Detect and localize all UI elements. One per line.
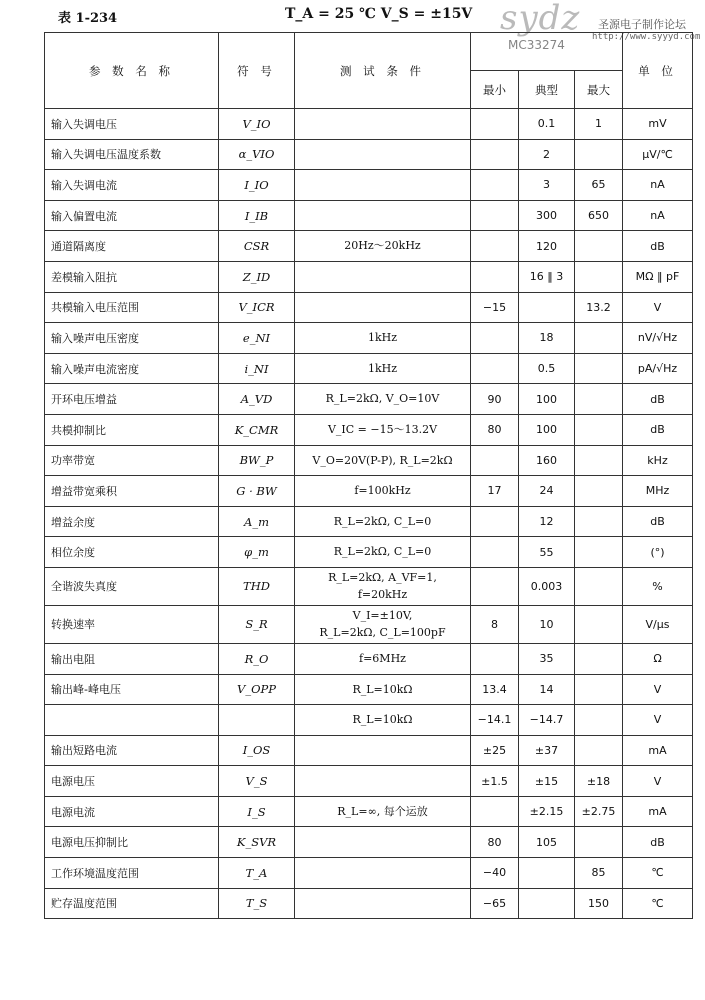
value-max: 1 [575, 109, 623, 140]
param-name: 输入噪声电压密度 [45, 323, 219, 354]
value-min: 90 [471, 384, 519, 415]
param-name: 全谐波失真度 [45, 567, 219, 605]
value-unit: dB [623, 231, 693, 262]
value-max [575, 384, 623, 415]
table-row [45, 827, 693, 858]
param-symbol: S_R [219, 605, 295, 643]
param-symbol: α_VIO [219, 139, 295, 170]
table-row [45, 888, 693, 919]
test-condition [295, 109, 471, 140]
param-name: 增益带宽乘积 [45, 476, 219, 507]
value-min: 8 [471, 605, 519, 643]
param-name: 输出短路电流 [45, 735, 219, 766]
table-row [45, 858, 693, 889]
param-name: 输出峰-峰电压 [45, 674, 219, 705]
value-min [471, 109, 519, 140]
watermark-id: MC33274 [508, 38, 565, 52]
value-unit: kHz [623, 445, 693, 476]
test-condition: R_L=2kΩ, C_L=0 [295, 537, 471, 568]
test-condition [295, 200, 471, 231]
param-name: 输入失调电压温度系数 [45, 139, 219, 170]
value-typ: 10 [519, 605, 575, 643]
value-max [575, 643, 623, 674]
param-symbol: V_OPP [219, 674, 295, 705]
value-min [471, 506, 519, 537]
value-unit: nA [623, 200, 693, 231]
param-name: 差模输入阻抗 [45, 261, 219, 292]
param-symbol: T_A [219, 858, 295, 889]
value-min [471, 261, 519, 292]
value-unit: mV [623, 109, 693, 140]
value-typ: 14 [519, 674, 575, 705]
test-condition: 1kHz [295, 323, 471, 354]
value-min [471, 537, 519, 568]
param-name: 共模输入电压范围 [45, 292, 219, 323]
value-typ: 0.5 [519, 353, 575, 384]
value-max [575, 735, 623, 766]
test-condition: f=100kHz [295, 476, 471, 507]
value-typ [519, 858, 575, 889]
value-typ: 16 ‖ 3 [519, 261, 575, 292]
table-row [45, 674, 693, 705]
value-typ: 18 [519, 323, 575, 354]
value-unit: dB [623, 414, 693, 445]
param-name: 通道隔离度 [45, 231, 219, 262]
test-condition [295, 292, 471, 323]
value-typ [519, 888, 575, 919]
value-max [575, 567, 623, 605]
col-header-symbol: 符 号 [219, 33, 295, 109]
param-symbol: V_IO [219, 109, 295, 140]
value-min [471, 323, 519, 354]
col-header-values-group [471, 33, 623, 71]
value-max [575, 323, 623, 354]
value-min [471, 231, 519, 262]
value-min: 17 [471, 476, 519, 507]
param-name: 输入偏置电流 [45, 200, 219, 231]
value-max [575, 476, 623, 507]
value-min [471, 445, 519, 476]
table-row [45, 292, 693, 323]
param-name: 贮存温度范围 [45, 888, 219, 919]
table-row [45, 170, 693, 201]
value-max: 150 [575, 888, 623, 919]
value-max [575, 231, 623, 262]
table-row [45, 605, 693, 643]
value-typ: 0.1 [519, 109, 575, 140]
test-condition: 1kHz [295, 353, 471, 384]
param-name: 输出电阻 [45, 643, 219, 674]
param-symbol: G · BW [219, 476, 295, 507]
table-row [45, 445, 693, 476]
test-condition-line: V_I=±10V, [352, 608, 413, 622]
table-number: 表 1-234 [58, 11, 118, 26]
value-typ: 300 [519, 200, 575, 231]
value-max [575, 445, 623, 476]
table-row [45, 643, 693, 674]
table-row [45, 537, 693, 568]
value-unit: nA [623, 170, 693, 201]
value-unit: MΩ ‖ pF [623, 261, 693, 292]
param-symbol: I_OS [219, 735, 295, 766]
value-unit: μV/℃ [623, 139, 693, 170]
param-symbol: CSR [219, 231, 295, 262]
param-name: 输入噪声电流密度 [45, 353, 219, 384]
param-symbol: K_SVR [219, 827, 295, 858]
value-unit: ℃ [623, 888, 693, 919]
value-min: −15 [471, 292, 519, 323]
col-header-unit: 单 位 [623, 33, 693, 109]
header-row [45, 33, 693, 71]
value-unit: (°) [623, 537, 693, 568]
value-unit: MHz [623, 476, 693, 507]
param-symbol: e_NI [219, 323, 295, 354]
param-name: 转换速率 [45, 605, 219, 643]
value-typ: 120 [519, 231, 575, 262]
value-max [575, 261, 623, 292]
value-min [471, 796, 519, 827]
value-typ [519, 292, 575, 323]
table-row [45, 735, 693, 766]
table-row [45, 261, 693, 292]
table-row [45, 109, 693, 140]
value-min: −65 [471, 888, 519, 919]
test-condition: 20Hz～20kHz [295, 231, 471, 262]
watermark-site-name: 圣源电子制作论坛 [598, 18, 686, 31]
param-symbol: φ_m [219, 537, 295, 568]
value-min [471, 353, 519, 384]
test-condition [295, 766, 471, 797]
param-symbol: i_NI [219, 353, 295, 384]
col-header-min: 最小 [471, 71, 519, 109]
value-max: 13.2 [575, 292, 623, 323]
param-symbol [219, 705, 295, 736]
value-typ: ±15 [519, 766, 575, 797]
test-condition [295, 888, 471, 919]
param-symbol: K_CMR [219, 414, 295, 445]
test-condition [295, 261, 471, 292]
test-condition: f=6MHz [295, 643, 471, 674]
test-condition [295, 605, 471, 643]
value-max [575, 414, 623, 445]
param-name: 功率带宽 [45, 445, 219, 476]
value-unit: dB [623, 506, 693, 537]
value-typ: ±37 [519, 735, 575, 766]
table-row [45, 506, 693, 537]
value-unit: V [623, 766, 693, 797]
value-min: ±1.5 [471, 766, 519, 797]
watermark-url: http://www.syyyd.com [592, 32, 701, 42]
value-unit: Ω [623, 643, 693, 674]
test-condition [295, 858, 471, 889]
param-name [45, 705, 219, 736]
table-row [45, 476, 693, 507]
value-typ: 160 [519, 445, 575, 476]
col-header-param: 参 数 名 称 [45, 33, 219, 109]
table-row [45, 414, 693, 445]
value-max [575, 705, 623, 736]
test-condition: R_L=2kΩ, V_O=10V [295, 384, 471, 415]
param-symbol: V_S [219, 766, 295, 797]
value-min [471, 567, 519, 605]
col-header-max: 最大 [575, 71, 623, 109]
param-symbol: I_S [219, 796, 295, 827]
param-name: 增益余度 [45, 506, 219, 537]
col-header-typ: 典型 [519, 71, 575, 109]
value-max [575, 674, 623, 705]
value-max: ±18 [575, 766, 623, 797]
param-name: 输入失调电流 [45, 170, 219, 201]
value-max [575, 353, 623, 384]
value-min: 80 [471, 827, 519, 858]
param-symbol: V_ICR [219, 292, 295, 323]
param-name: 开环电压增益 [45, 384, 219, 415]
test-condition [295, 567, 471, 605]
test-condition [295, 170, 471, 201]
value-unit: mA [623, 735, 693, 766]
param-symbol: Z_ID [219, 261, 295, 292]
value-unit: % [623, 567, 693, 605]
value-typ: 100 [519, 384, 575, 415]
param-symbol: BW_P [219, 445, 295, 476]
param-symbol: A_m [219, 506, 295, 537]
value-typ: 55 [519, 537, 575, 568]
param-symbol: R_O [219, 643, 295, 674]
value-typ: 0.003 [519, 567, 575, 605]
value-max [575, 537, 623, 568]
test-condition [295, 139, 471, 170]
value-unit: V [623, 674, 693, 705]
value-typ: 100 [519, 414, 575, 445]
value-min [471, 643, 519, 674]
test-condition: V_IC = −15～13.2V [295, 414, 471, 445]
table-row [45, 200, 693, 231]
param-symbol: T_S [219, 888, 295, 919]
param-name: 电源电压抑制比 [45, 827, 219, 858]
value-max: ±2.75 [575, 796, 623, 827]
value-min: 80 [471, 414, 519, 445]
table-row [45, 567, 693, 605]
table-row [45, 323, 693, 354]
value-min: ±25 [471, 735, 519, 766]
value-unit: ℃ [623, 858, 693, 889]
value-max [575, 827, 623, 858]
value-typ: 105 [519, 827, 575, 858]
value-max [575, 139, 623, 170]
value-min: 13.4 [471, 674, 519, 705]
value-unit: nV/√Hz [623, 323, 693, 354]
value-typ: −14.7 [519, 705, 575, 736]
value-unit: V [623, 705, 693, 736]
value-min [471, 139, 519, 170]
param-name: 相位余度 [45, 537, 219, 568]
test-condition: R_L=10kΩ [295, 705, 471, 736]
value-unit: dB [623, 384, 693, 415]
value-min [471, 170, 519, 201]
value-unit: V/μs [623, 605, 693, 643]
watermark-logo: sydz [500, 0, 581, 38]
table-row [45, 384, 693, 415]
param-name: 电源电压 [45, 766, 219, 797]
test-conditions: T_A = 25 ℃ V_S = ±15V [285, 6, 473, 22]
table-row [45, 705, 693, 736]
value-typ: 3 [519, 170, 575, 201]
param-name: 电源电流 [45, 796, 219, 827]
test-condition: R_L=∞, 每个运放 [295, 796, 471, 827]
test-condition-line: R_L=2kΩ, A_VF=1, [328, 570, 437, 584]
table-row [45, 796, 693, 827]
value-unit: pA/√Hz [623, 353, 693, 384]
table-row [45, 353, 693, 384]
test-condition [295, 827, 471, 858]
param-symbol: THD [219, 567, 295, 605]
test-condition-line: f=20kHz [357, 588, 408, 602]
value-min: −40 [471, 858, 519, 889]
value-min: −14.1 [471, 705, 519, 736]
table-row [45, 231, 693, 262]
value-max [575, 605, 623, 643]
table-row [45, 766, 693, 797]
value-typ: 24 [519, 476, 575, 507]
test-condition: R_L=10kΩ [295, 674, 471, 705]
value-typ: 35 [519, 643, 575, 674]
test-condition: R_L=2kΩ, C_L=0 [295, 506, 471, 537]
value-max: 650 [575, 200, 623, 231]
value-min [471, 200, 519, 231]
value-typ: 12 [519, 506, 575, 537]
value-max [575, 506, 623, 537]
value-typ: 2 [519, 139, 575, 170]
col-header-test: 测 试 条 件 [295, 33, 471, 109]
table-row [45, 139, 693, 170]
value-unit: V [623, 292, 693, 323]
spec-table [44, 32, 693, 919]
value-typ: ±2.15 [519, 796, 575, 827]
test-condition-line: R_L=2kΩ, C_L=100pF [319, 626, 446, 640]
param-name: 输入失调电压 [45, 109, 219, 140]
param-symbol: I_IO [219, 170, 295, 201]
value-max: 85 [575, 858, 623, 889]
value-max: 65 [575, 170, 623, 201]
test-condition: V_O=20V(P-P), R_L=2kΩ [295, 445, 471, 476]
param-name: 工作环境温度范围 [45, 858, 219, 889]
param-symbol: A_VD [219, 384, 295, 415]
value-unit: dB [623, 827, 693, 858]
param-name: 共模抑制比 [45, 414, 219, 445]
param-symbol: I_IB [219, 200, 295, 231]
test-condition [295, 735, 471, 766]
value-unit: mA [623, 796, 693, 827]
